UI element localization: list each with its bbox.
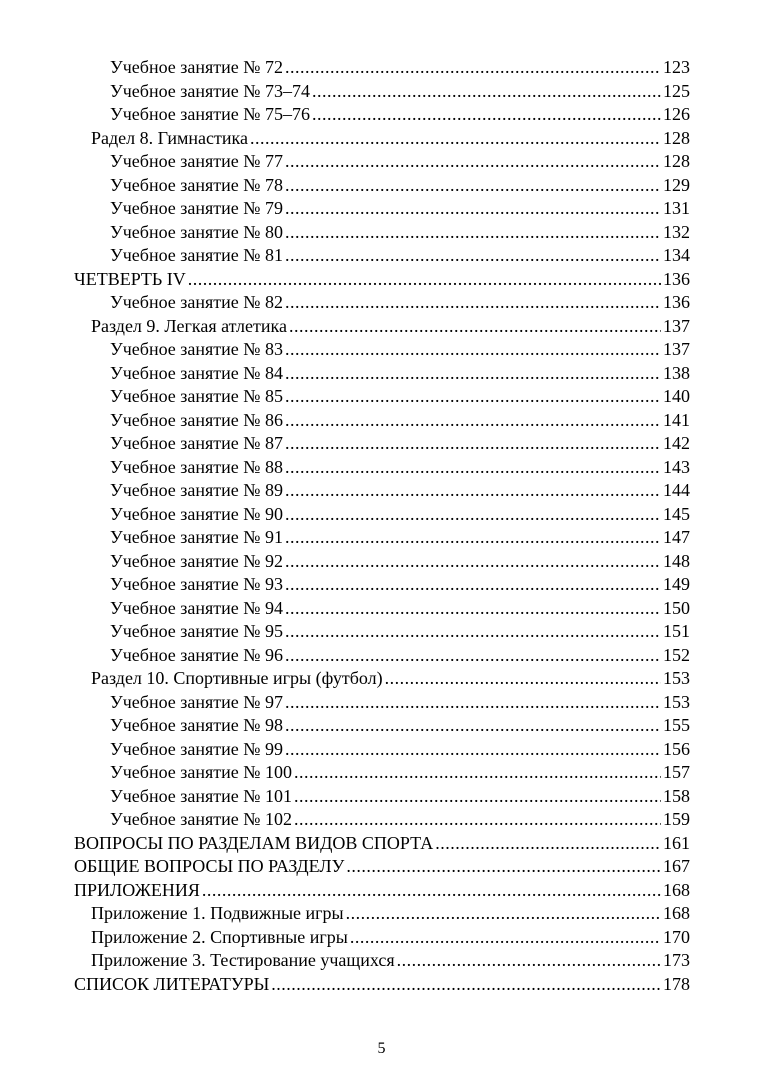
toc-dot-leader — [285, 456, 661, 480]
toc-entry-page: 123 — [663, 57, 690, 77]
toc-dot-leader — [285, 197, 661, 221]
toc-entry-page: 132 — [663, 221, 690, 242]
toc-dot-leader — [285, 174, 661, 198]
toc-entry-page: 142 — [663, 433, 690, 453]
toc-entry-title: Учебное занятие № 99 — [110, 738, 283, 759]
toc-entry-title: Учебное занятие № 89 — [110, 480, 283, 500]
toc-entry[interactable] — [74, 691, 690, 715]
toc-entry-title: Учебное занятие № 88 — [110, 456, 283, 477]
toc-entry-page: 152 — [663, 644, 690, 665]
toc-entry-page: 161 — [663, 832, 690, 853]
toc-entry-title: Учебное занятие № 80 — [110, 221, 283, 242]
toc-dot-leader — [285, 479, 661, 503]
toc-entry-title: Раздел 10. Спортивные игры (футбол) — [91, 668, 383, 688]
toc-entry-title: Учебное занятие № 97 — [110, 691, 283, 712]
toc-entry-title: Учебное занятие № 93 — [110, 574, 283, 594]
toc-entry-title: Учебное занятие № 72 — [110, 57, 283, 77]
page-number: 5 — [377, 1040, 386, 1057]
toc-dot-leader — [285, 338, 661, 362]
toc-entry-title: Радел 8. Гимнастика — [91, 127, 248, 148]
toc-entry-page: 148 — [663, 550, 690, 571]
toc-entry-title: Приложение 1. Подвижные игры — [91, 903, 344, 923]
toc-entry[interactable] — [74, 714, 690, 738]
toc-dot-leader — [250, 127, 661, 151]
toc-dot-leader — [285, 432, 661, 456]
toc-dot-leader — [285, 691, 661, 715]
toc-entry[interactable] — [74, 338, 690, 362]
toc-dot-leader — [294, 761, 661, 785]
toc-entry-title: Учебное занятие № 83 — [110, 339, 283, 359]
toc-entry-page: 140 — [663, 386, 690, 406]
toc-entry[interactable] — [74, 832, 690, 856]
table-of-contents — [74, 56, 690, 996]
toc-entry-title: Учебное занятие № 86 — [110, 409, 283, 430]
toc-entry-title: Приложение 2. Спортивные игры — [91, 926, 348, 947]
toc-entry[interactable] — [74, 409, 690, 433]
toc-entry-page: 137 — [663, 339, 690, 359]
toc-entry-title: Учебное занятие № 85 — [110, 386, 283, 406]
toc-entry[interactable] — [74, 550, 690, 574]
toc-entry[interactable] — [74, 597, 690, 621]
toc-entry[interactable] — [74, 902, 690, 926]
toc-entry[interactable] — [74, 879, 690, 903]
toc-entry[interactable] — [74, 127, 690, 151]
toc-entry-title: Учебное занятие № 101 — [110, 785, 292, 806]
toc-entry-page: 126 — [663, 104, 690, 124]
toc-entry-title: Учебное занятие № 84 — [110, 362, 283, 383]
toc-entry[interactable] — [74, 150, 690, 174]
toc-entry-page: 131 — [663, 198, 690, 218]
toc-entry-title: Учебное занятие № 78 — [110, 174, 283, 195]
toc-entry-page: 128 — [663, 151, 690, 171]
toc-dot-leader — [285, 56, 661, 80]
toc-dot-leader — [271, 973, 661, 997]
toc-entry-page: 158 — [663, 785, 690, 806]
toc-dot-leader — [285, 738, 661, 762]
toc-dot-leader — [397, 949, 661, 973]
toc-entry-page: 137 — [663, 315, 690, 336]
toc-entry[interactable] — [74, 174, 690, 198]
toc-entry[interactable] — [74, 221, 690, 245]
toc-entry[interactable] — [74, 926, 690, 950]
toc-entry[interactable] — [74, 761, 690, 785]
toc-entry-title: Учебное занятие № 75–76 — [110, 104, 310, 124]
toc-entry-page: 173 — [663, 950, 690, 970]
toc-entry-page: 151 — [663, 621, 690, 641]
toc-dot-leader — [294, 785, 661, 809]
toc-entry[interactable] — [74, 362, 690, 386]
toc-entry[interactable] — [74, 479, 690, 503]
toc-entry[interactable] — [74, 949, 690, 973]
toc-entry-page: 159 — [663, 809, 690, 829]
toc-entry-page: 128 — [663, 127, 690, 148]
toc-dot-leader — [285, 573, 661, 597]
toc-entry[interactable] — [74, 785, 690, 809]
toc-entry-title: Приложение 3. Тестирование учащихся — [91, 950, 395, 970]
toc-dot-leader — [285, 526, 661, 550]
toc-dot-leader — [312, 103, 661, 127]
toc-entry-title: Учебное занятие № 77 — [110, 151, 283, 171]
toc-dot-leader — [289, 315, 661, 339]
toc-dot-leader — [285, 644, 661, 668]
toc-entry-title: Учебное занятие № 92 — [110, 550, 283, 571]
toc-entry-title: ЧЕТВЕРТЬ IV — [74, 268, 186, 289]
toc-dot-leader — [346, 855, 661, 879]
toc-entry[interactable] — [74, 456, 690, 480]
toc-dot-leader — [285, 714, 661, 738]
toc-dot-leader — [285, 550, 661, 574]
toc-entry[interactable] — [74, 620, 690, 644]
toc-entry-page: 147 — [663, 527, 690, 547]
toc-entry[interactable] — [74, 385, 690, 409]
toc-entry-page: 178 — [663, 973, 690, 994]
toc-entry-page: 157 — [663, 762, 690, 782]
toc-entry[interactable] — [74, 808, 690, 832]
toc-entry-title: Учебное занятие № 94 — [110, 597, 283, 618]
toc-dot-leader — [285, 409, 661, 433]
toc-dot-leader — [350, 926, 661, 950]
toc-entry[interactable] — [74, 56, 690, 80]
toc-entry-page: 134 — [663, 245, 690, 265]
toc-entry-page: 125 — [663, 80, 690, 101]
toc-entry[interactable] — [74, 644, 690, 668]
toc-entry-title: Учебное занятие № 100 — [110, 762, 292, 782]
toc-entry-page: 149 — [663, 574, 690, 594]
toc-entry-title: Учебное занятие № 82 — [110, 292, 283, 312]
toc-entry[interactable] — [74, 197, 690, 221]
toc-dot-leader — [294, 808, 661, 832]
toc-dot-leader — [285, 244, 661, 268]
toc-entry-page: 143 — [663, 456, 690, 477]
toc-dot-leader — [312, 80, 661, 104]
toc-entry-title: ОБЩИЕ ВОПРОСЫ ПО РАЗДЕЛУ — [74, 856, 345, 876]
toc-entry-title: Учебное занятие № 87 — [110, 433, 283, 453]
toc-entry[interactable] — [74, 291, 690, 315]
toc-entry-page: 144 — [663, 480, 690, 500]
toc-dot-leader — [285, 362, 661, 386]
toc-dot-leader — [285, 150, 661, 174]
toc-entry-page: 136 — [663, 268, 690, 289]
toc-entry-page: 153 — [663, 691, 690, 712]
toc-entry[interactable] — [74, 432, 690, 456]
toc-entry-page: 145 — [663, 503, 690, 524]
toc-entry-title: Учебное занятие № 95 — [110, 621, 283, 641]
toc-entry-title: Учебное занятие № 96 — [110, 644, 283, 665]
toc-dot-leader — [285, 597, 661, 621]
toc-entry[interactable] — [74, 503, 690, 527]
toc-dot-leader — [285, 221, 661, 245]
toc-entry-title: ПРИЛОЖЕНИЯ — [74, 879, 200, 900]
toc-entry[interactable] — [74, 526, 690, 550]
toc-dot-leader — [385, 667, 661, 691]
toc-dot-leader — [285, 385, 661, 409]
toc-entry-title: Учебное занятие № 98 — [110, 715, 283, 735]
toc-entry-page: 150 — [663, 597, 690, 618]
toc-entry[interactable] — [74, 855, 690, 879]
toc-entry-title: СПИСОК ЛИТЕРАТУРЫ — [74, 973, 270, 994]
toc-dot-leader — [285, 620, 661, 644]
toc-entry-page: 138 — [663, 362, 690, 383]
toc-entry-title: Учебное занятие № 91 — [110, 527, 283, 547]
toc-entry-page: 168 — [663, 879, 690, 900]
toc-entry-page: 155 — [663, 715, 690, 735]
toc-entry-page: 170 — [663, 926, 690, 947]
toc-dot-leader — [346, 902, 661, 926]
toc-entry[interactable] — [74, 667, 690, 691]
toc-dot-leader — [188, 268, 661, 292]
toc-entry-page: 136 — [663, 292, 690, 312]
toc-entry[interactable] — [74, 315, 690, 339]
toc-entry[interactable] — [74, 103, 690, 127]
toc-entry-title: Раздел 9. Легкая атлетика — [91, 315, 287, 336]
toc-entry-title: Учебное занятие № 73–74 — [110, 80, 310, 101]
toc-entry-title: ВОПРОСЫ ПО РАЗДЕЛАМ ВИДОВ СПОРТА — [74, 832, 434, 853]
toc-entry-page: 168 — [663, 903, 690, 923]
toc-entry[interactable] — [74, 573, 690, 597]
toc-entry-title: Учебное занятие № 79 — [110, 198, 283, 218]
toc-entry-page: 129 — [663, 174, 690, 195]
toc-entry-page: 153 — [663, 668, 690, 688]
toc-entry[interactable] — [74, 80, 690, 104]
toc-entry-page: 141 — [663, 409, 690, 430]
toc-entry-title: Учебное занятие № 102 — [110, 809, 292, 829]
toc-entry-title: Учебное занятие № 81 — [110, 245, 283, 265]
toc-dot-leader — [435, 832, 661, 856]
toc-entry-page: 167 — [663, 856, 690, 876]
toc-entry[interactable] — [74, 738, 690, 762]
toc-entry-title: Учебное занятие № 90 — [110, 503, 283, 524]
toc-dot-leader — [285, 503, 661, 527]
toc-dot-leader — [285, 291, 661, 315]
toc-entry[interactable] — [74, 244, 690, 268]
toc-dot-leader — [202, 879, 661, 903]
toc-entry[interactable] — [74, 268, 690, 292]
toc-entry-page: 156 — [663, 738, 690, 759]
toc-entry[interactable] — [74, 973, 690, 997]
